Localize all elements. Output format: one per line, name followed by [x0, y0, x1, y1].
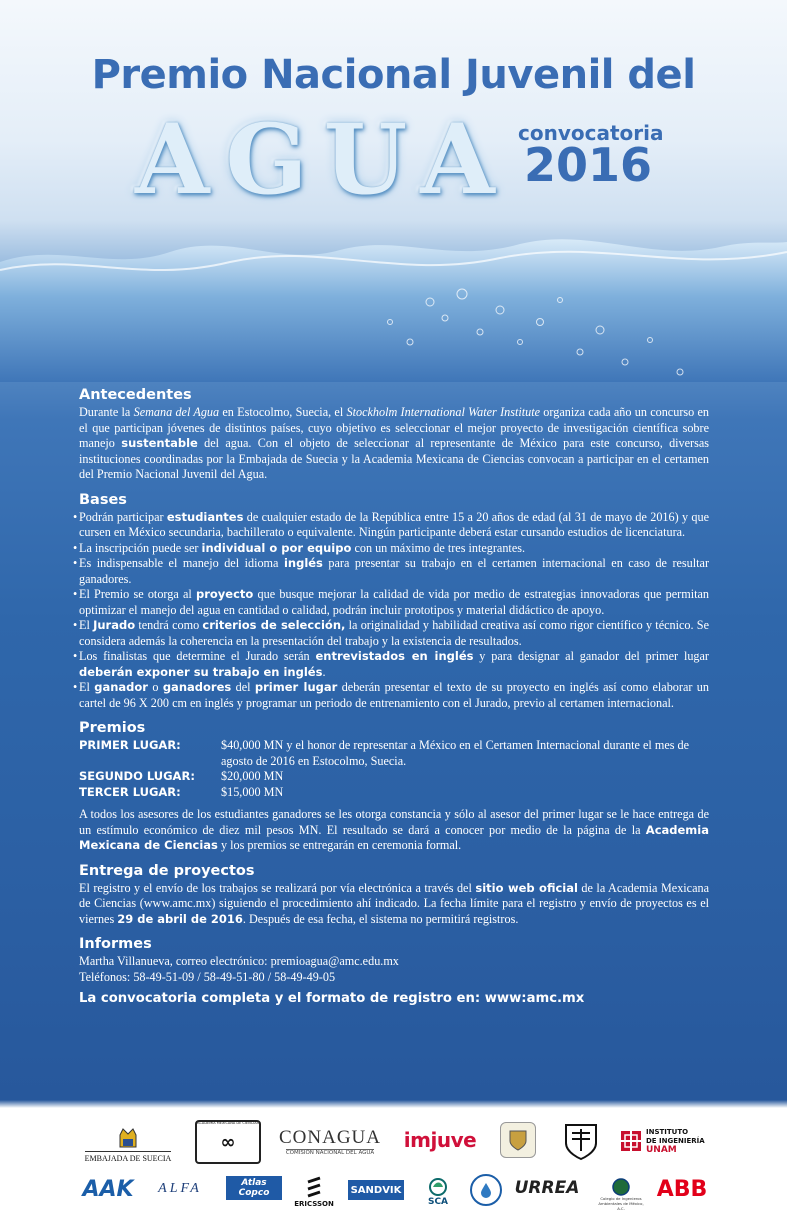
ericsson-logo: ERICSSON — [292, 1170, 336, 1214]
instituto-ingenieria-logo: INSTITUTO DE INGENIERÍA UNAM — [620, 1124, 712, 1158]
ciudad-mexico-logo — [500, 1122, 536, 1158]
list-item: • El Jurado tendrá como criterios de selección, la originalidad y habilidad creativa así como rigor científico y técnico. Se considera además la coherencia en la presentación del trabajo y la existencia de resultados. — [73, 618, 709, 649]
premios-heading: Premios — [79, 720, 146, 736]
list-item: • Los finalistas que determine el Jurado serán entrevistados en inglés y para designar al ganador del primer lugar deberán exponer su trabajo en inglés. — [73, 649, 709, 680]
informes-section — [79, 936, 709, 1006]
ii-grid-icon — [620, 1130, 642, 1152]
sca-logo: SCA — [418, 1172, 458, 1212]
list-item: • La inscripción puede ser individual o por equipo con un máximo de tres integrantes. — [73, 541, 709, 557]
second-prize-label: SEGUNDO LUGAR: — [79, 769, 195, 783]
bases-section — [79, 492, 709, 712]
conagua-logo: CONAGUA COMISIÓN NACIONAL DEL AGUA — [279, 1126, 381, 1156]
water-org-logo — [470, 1174, 502, 1206]
antecedentes-text: Durante la Semana del Agua en Estocolmo, Suecia, el Stockholm International Water Institute organiza cada año un concurso en el que participan jóvenes de distintos países, cuyo objetivo es seleccionar el mejor proyecto de investigación científica sobre manejo sustentable del agua. Con el objeto de seleccionar al representante de México para este concurso, diversas instituciones coordinadas por la Embajada de Suecia y la Academia Mexicana de Ciencias convocan a participar en el certamen del Premio Nacional Juvenil del Agua. — [79, 405, 710, 481]
sca-leaf-icon — [427, 1177, 449, 1197]
list-item: • El Premio se otorga al proyecto que busque mejorar la calidad de vida por medio de estrategias innovadoras que permitan optimizar el manejo del agua en cantidad o calidad, podrán incluir prototipos y material didáctico de apoyo. — [73, 587, 709, 618]
sandvik-logo: SANDVIK — [348, 1180, 404, 1200]
crown-icon — [117, 1127, 139, 1151]
water-wave-illustration — [0, 222, 787, 382]
informes-heading: Informes — [79, 936, 152, 952]
globe-icon — [612, 1178, 630, 1196]
third-prize-value: $15,000 MN — [221, 784, 284, 799]
list-item: • El ganador o ganadores del primer lugar deberán presentar el texto de su proyecto en inglés así como elaborar un cartel de 96 X 200 cm en inglés y programar un periodo de entrenamiento con el Jurado, previo al certamen internacional. — [73, 680, 709, 711]
abb-logo: ABB — [656, 1176, 708, 1202]
convocatoria-label: convocatoria — [518, 121, 664, 145]
bases-heading: Bases — [79, 491, 127, 508]
entrega-heading: Entrega de proyectos — [79, 862, 255, 879]
prize-table — [79, 738, 709, 800]
shield-icon — [506, 1128, 530, 1152]
bases-list — [79, 510, 709, 712]
page-title: Premio Nacional Juvenil del — [91, 52, 696, 98]
first-prize-label: PRIMER LUGAR: — [79, 738, 181, 752]
colegio-ingenieros-logo: Colegio de Ingenieros Ambientales de México, A.C. — [594, 1170, 648, 1218]
ericsson-icon — [305, 1176, 323, 1200]
registration-link-line[interactable]: La convocatoria completa y el formato de registro en: www:amc.mx — [79, 991, 585, 1006]
list-item: • Es indispensable el manejo del idioma inglés para presentar su trabajo en el certamen internacional en caso de resultar ganadores. — [73, 556, 709, 587]
premios-note: A todos los asesores de los estudiantes ganadores se les otorga constancia y sólo al asesor del primer lugar se le hace entrega de un estímulo económico de diez mil pesos MN. El resultado se dará a conocer por medio de la página de la Academia Mexicana de Ciencias y los premios se entregarán en ceremonia formal. — [79, 807, 709, 852]
amc-logo: ∞ ACADEMIA MEXICANA DE CIENCIAS — [195, 1120, 261, 1164]
list-item: • Podrán participar estudiantes de cualquier estado de la República entre 15 a 20 años de edad (al 31 de mayo de 2016) y que cursen en México secundaria, bachillerato o equivalente. Ningún participante deberá estar cursando estudios de licenciatura. — [73, 510, 709, 541]
agua-title: AGUA — [135, 103, 511, 216]
entrega-text: El registro y el envío de los trabajos se realizará por vía electrónica a través del sitio web oficial de la Academia Mexicana de Ciencias (www.amc.mx) siguiendo el procedimiento ahí indicado. La fecha límite para el registro y envío de proyectos es el viernes 29 de abril de 2016. Después de esa fecha, el sistema no permitirá registros. — [79, 880, 709, 926]
header — [0, 0, 787, 380]
atlas-copco-logo: Atlas Copco — [226, 1176, 282, 1200]
informes-phones: Teléfonos: 58-49-51-09 / 58-49-51-80 / 58-49-49-05 — [79, 969, 336, 984]
unam-logo — [560, 1120, 602, 1162]
third-prize-label: TERCER LUGAR: — [79, 784, 181, 799]
unam-crest-icon — [562, 1121, 600, 1161]
second-prize-value: $20,000 MN — [221, 769, 284, 783]
antecedentes-heading: Antecedentes — [79, 387, 192, 403]
first-prize-value: $40,000 MN y el honor de representar a México en el Certamen Internacional durante el mes de agosto de 2016 en Estocolmo, Suecia. — [221, 738, 690, 768]
imjuve-logo: imjuve — [403, 1128, 477, 1152]
year-label: 2016 — [523, 138, 653, 192]
premios-section — [79, 720, 709, 854]
sponsor-logos — [0, 1108, 787, 1224]
main-content — [79, 387, 709, 1015]
embajada-suecia-logo: EMBAJADA DE SUECIA — [78, 1122, 178, 1168]
alfa-logo: ALFA — [158, 1181, 202, 1196]
water-drop-icon — [479, 1182, 493, 1198]
infinity-icon: ∞ — [220, 1131, 236, 1153]
aak-logo: AAK — [82, 1176, 134, 1202]
antecedentes-section — [79, 387, 709, 483]
urrea-logo: URREA — [514, 1178, 580, 1198]
informes-contact: Martha Villanueva, correo electrónico: premioagua@amc.edu.mx — [79, 954, 399, 968]
entrega-section — [79, 863, 709, 928]
